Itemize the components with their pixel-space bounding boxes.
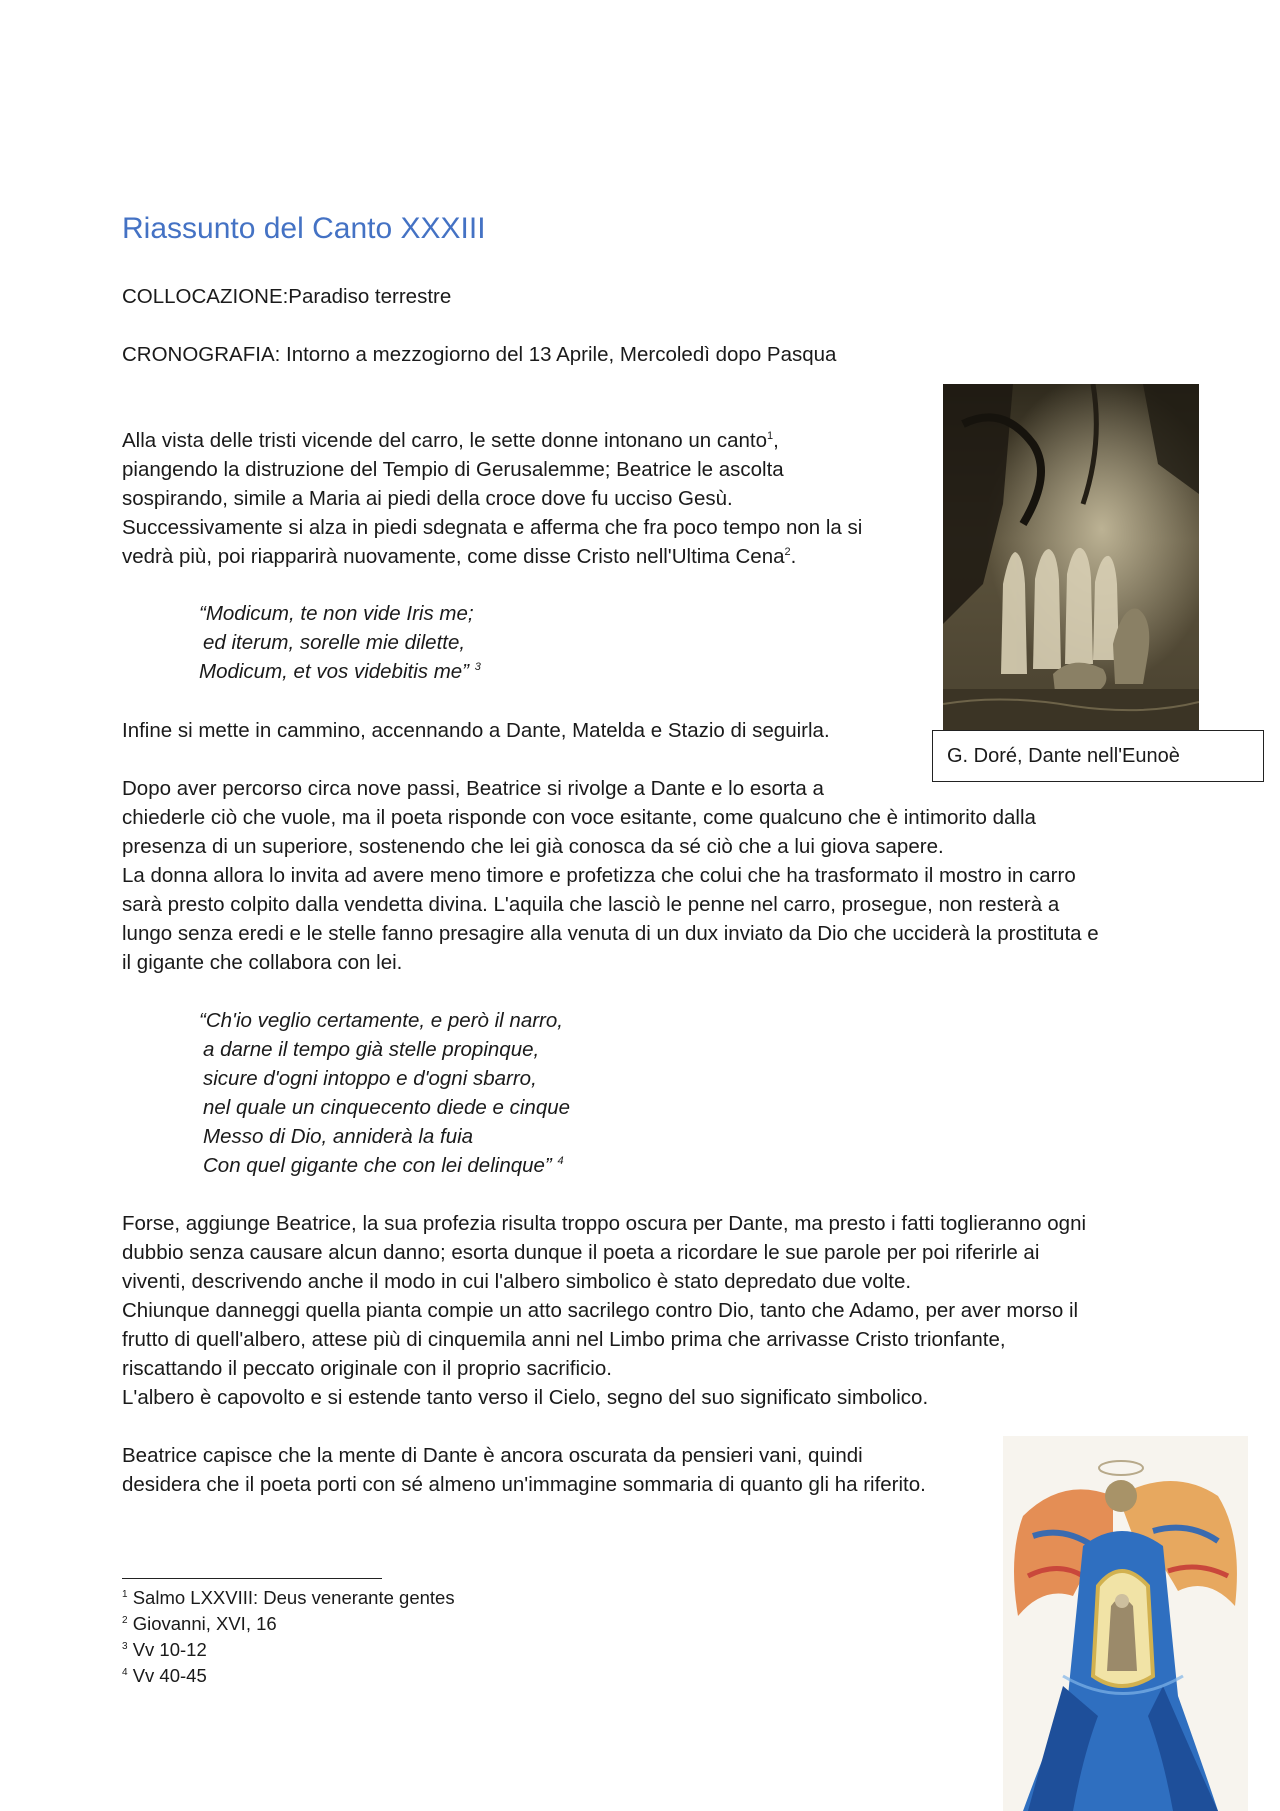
verse-line: ed iterum, sorelle mie dilette,: [203, 631, 466, 654]
footnote-item: $^3$ Vv 10-12: [122, 1639, 207, 1660]
footnote-ref[interactable]: 3: [474, 661, 481, 674]
footnote-ref[interactable]: 4: [557, 1155, 564, 1168]
text-line: Alla vista delle tristi vicende del carro, le sette donne intonano un canto$^1$,: [122, 429, 779, 452]
angel-watercolor-image: [1003, 1436, 1248, 1811]
cronografia-line: CRONOGRAFIA: Intorno a mezzogiorno del 13 Aprile, Mercoledì dopo Pasqua: [122, 343, 837, 366]
footnote-ref[interactable]: 2: [784, 546, 791, 559]
image-caption: G. Doré, Dante nell'Eunoè: [932, 730, 1264, 782]
text-line: lungo senza eredi e le stelle fanno presagire alla venuta di un dux inviato da Dio che ucciderà la prostituta e: [122, 922, 1099, 945]
text-line: chiederle ciò che vuole, ma il poeta risponde con voce esitante, come qualcuno che è intimorito dalla: [122, 806, 1036, 829]
text-line: Chiunque danneggi quella pianta compie un atto sacrilego contro Dio, tanto che Adamo, per aver morso il: [122, 1299, 1079, 1322]
footnote-item: $^4$ Vv 40-45: [122, 1665, 207, 1686]
verse-quote-2: [199, 1006, 570, 1180]
engraving-illustration: [943, 384, 1199, 730]
verse-line: “Ch'io veglio certamente, e però il narro,: [199, 1009, 563, 1032]
verse-line: Messo di Dio, anniderà la fuia: [203, 1125, 474, 1148]
verse-line: sicure d'ogni intoppo e d'ogni sbarro,: [203, 1067, 537, 1090]
footnote-item: $^1$ Salmo LXXVIII: Deus venerante gentes: [122, 1587, 455, 1608]
text-line: Forse, aggiunge Beatrice, la sua profezia risulta troppo oscura per Dante, ma presto i fatti toglieranno ogni: [122, 1212, 1087, 1235]
verse-line: Con quel gigante che con lei delinque” $^4$: [203, 1154, 564, 1177]
verse-line: Modicum, et vos videbitis me” $^3$: [199, 660, 481, 683]
text-line: presenza di un superiore, sostenendo che lei già conosca da sé ciò che a lui giova sapere.: [122, 835, 944, 858]
text-line: sarà presto colpito dalla vendetta divina. L'aquila che lasciò le penne nel carro, prosegue, non resterà a: [122, 893, 1060, 916]
footnote-separator: [122, 1578, 382, 1579]
paragraph-5: [122, 1441, 926, 1499]
text-line: dubbio senza causare alcun danno; esorta dunque il poeta a ricordare le sue parole per poi riferirle ai: [122, 1241, 1040, 1264]
paragraph-3: [122, 774, 1099, 977]
text-line: vedrà più, poi riapparirà nuovamente, come disse Cristo nell'Ultima Cena$^2$.: [122, 545, 797, 568]
text-line: L'albero è capovolto e si estende tanto verso il Cielo, segno del suo significato simbolico.: [122, 1386, 929, 1409]
verse-line: a darne il tempo già stelle propinque,: [203, 1038, 540, 1061]
dore-engraving-image: [943, 384, 1199, 730]
text-line: piangendo la distruzione del Tempio di Gerusalemme; Beatrice le ascolta: [122, 458, 784, 481]
text-line: Beatrice capisce che la mente di Dante è ancora oscurata da pensieri vani, quindi: [122, 1444, 863, 1467]
paragraph-4: [122, 1209, 1086, 1412]
text-line: Dopo aver percorso circa nove passi, Beatrice si rivolge a Dante e lo esorta a: [122, 777, 824, 800]
text-line: La donna allora lo invita ad avere meno timore e profetizza che colui che ha trasformato il mostro in carro: [122, 864, 1076, 887]
text-line: viventi, descrivendo anche il modo in cui l'albero simbolico è stato depredato due volte.: [122, 1270, 912, 1293]
text-line: desidera che il poeta porti con sé almeno un'immagine sommaria di quanto gli ha riferito.: [122, 1473, 926, 1496]
paragraph-2: Infine si mette in cammino, accennando a Dante, Matelda e Stazio di seguirla.: [122, 719, 830, 742]
text-line: riscattando il peccato originale con il proprio sacrificio.: [122, 1357, 612, 1380]
footnote-item: $^2$ Giovanni, XVI, 16: [122, 1613, 277, 1634]
footnote-ref[interactable]: 1: [767, 430, 774, 443]
paragraph-1: [122, 426, 862, 571]
verse-quote-1: [199, 599, 481, 686]
text-line: il gigante che collabora con lei.: [122, 951, 403, 974]
text-line: frutto di quell'albero, attese più di cinquemila anni nel Limbo prima che arrivasse Cristo trionfante,: [122, 1328, 1006, 1351]
collocazione-line: COLLOCAZIONE:Paradiso terrestre: [122, 285, 452, 308]
text-line: sospirando, simile a Maria ai piedi della croce dove fu ucciso Gesù.: [122, 487, 733, 510]
verse-line: “Modicum, te non vide Iris me;: [199, 602, 474, 625]
text-line: Successivamente si alza in piedi sdegnata e afferma che fra poco tempo non la si: [122, 516, 863, 539]
angel-illustration: [1003, 1436, 1248, 1811]
page-title: Riassunto del Canto XXXIII: [122, 212, 486, 245]
verse-line: nel quale un cinquecento diede e cinque: [203, 1096, 571, 1119]
